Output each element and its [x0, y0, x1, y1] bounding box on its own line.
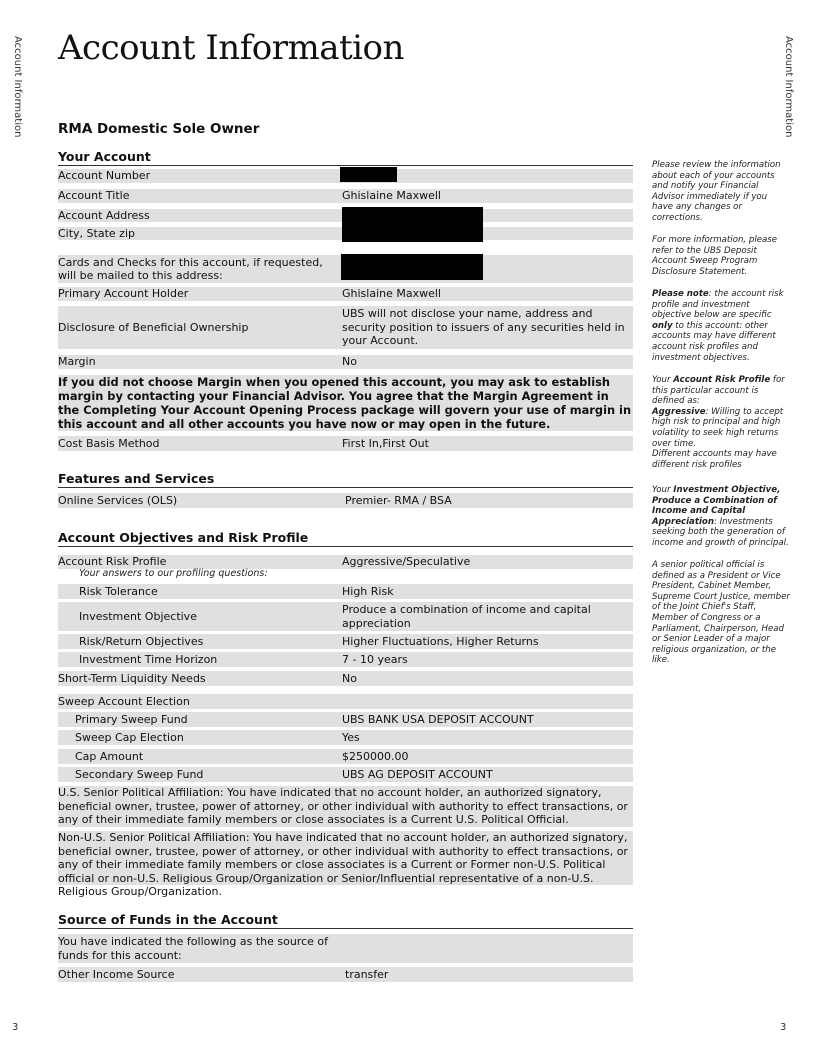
sweep-cap-label: Sweep Cap Election	[75, 730, 184, 744]
us-political-affiliation: U.S. Senior Political Affiliation: You have indicated that no account holder, an authorized signatory, beneficial owner, trustee, power of attorney, or other individual with authority to effect transactions, or any of their immediate family members or close associates is a Current U.S. Political Official.	[58, 786, 633, 827]
account-type-subtitle: RMA Domestic Sole Owner	[58, 121, 260, 137]
sidebar-political-definition	[652, 560, 790, 666]
page-title: Account Information	[58, 28, 404, 68]
source-intro-text: You have indicated the following as the source of funds for this account:	[58, 935, 328, 962]
profiling-note: Your answers to our profiling questions:	[79, 568, 268, 579]
primary-holder-label: Primary Account Holder	[58, 287, 189, 301]
disclosure-value: UBS will not disclose your name, address and security position to issuers of any securities held in your Account.	[342, 307, 625, 348]
risk-profile-row	[58, 555, 633, 569]
secondary-sweep-label: Secondary Sweep Fund	[75, 767, 204, 781]
primary-holder-value: Ghislaine Maxwell	[342, 287, 441, 301]
ols-value: Premier- RMA / BSA	[345, 493, 452, 507]
review-note-text: Please review the information about each of your accounts and notify your Financial Advisor immediately if you have any changes or corrections.	[652, 160, 781, 223]
risk-return-value: Higher Fluctuations, Higher Returns	[342, 634, 539, 648]
please-note-label: Please note	[652, 289, 709, 299]
sidebar-risk-profile	[652, 375, 790, 470]
ols-label: Online Services (OLS)	[58, 493, 178, 507]
side-label-right: Account Information	[783, 36, 794, 138]
sidebar-more-info	[652, 235, 790, 277]
risk-profile-value: Aggressive/Speculative	[342, 555, 471, 569]
liquidity-value: No	[342, 671, 357, 685]
primary-sweep-value: UBS BANK USA DEPOSIT ACCOUNT	[342, 712, 534, 726]
page-number-left: 3	[12, 1022, 19, 1033]
cost-basis-value: First In,First Out	[342, 436, 429, 450]
account-title-value: Ghislaine Maxwell	[342, 189, 441, 203]
time-horizon-row	[58, 652, 633, 667]
other-income-label: Other Income Source	[58, 967, 175, 981]
please-note-only: only	[652, 320, 673, 331]
city-state-zip-label: City, State zip	[58, 226, 135, 240]
objective-value: Produce a Combination of Income and Capital Appreciation	[652, 495, 778, 527]
margin-value: No	[342, 355, 357, 369]
your-prefix-1: Your	[652, 375, 674, 385]
risk-return-row	[58, 634, 633, 649]
cards-checks-label: Cards and Checks for this account, if requested, will be mailed to this address:	[58, 255, 323, 282]
margin-row	[58, 355, 633, 369]
different-profiles-text: Different accounts may have different risk profiles	[652, 449, 777, 470]
disclosure-label: Disclosure of Beneficial Ownership	[58, 320, 249, 334]
risk-tolerance-label: Risk Tolerance	[79, 584, 158, 598]
secondary-sweep-row	[58, 767, 633, 782]
objective-separator: ,	[777, 485, 781, 495]
objective-text: : Investments seeking both the generation of income and growth of principal.	[652, 516, 789, 548]
risk-profile-text: for this particular account is defined as:	[652, 375, 785, 407]
investment-objective-value: Produce a combination of income and capital appreciation	[342, 603, 591, 630]
account-number-label: Account Number	[58, 169, 151, 183]
cost-basis-label: Cost Basis Method	[58, 436, 160, 450]
aggressive-text: : Willing to accept high risk to principal and high volatility to seek high returns over time.	[652, 406, 784, 449]
cap-amount-row	[58, 749, 633, 764]
source-of-funds-heading: Source of Funds in the Account	[58, 912, 633, 929]
ols-row	[58, 493, 633, 508]
your-prefix-2: Your	[652, 485, 674, 495]
sidebar-review-note	[652, 160, 790, 224]
objectives-heading: Account Objectives and Risk Profile	[58, 530, 633, 547]
source-intro-row	[58, 934, 633, 963]
features-heading: Features and Services	[58, 471, 633, 488]
liquidity-row	[58, 671, 633, 686]
other-income-value: transfer	[345, 967, 389, 981]
cap-amount-label: Cap Amount	[75, 749, 144, 763]
risk-tolerance-value: High Risk	[342, 584, 394, 598]
redacted-address	[342, 207, 483, 242]
your-account-heading: Your Account	[58, 149, 633, 166]
primary-sweep-row	[58, 712, 633, 727]
side-label-left: Account Information	[12, 36, 23, 138]
sweep-cap-value: Yes	[342, 730, 360, 744]
political-definition-text: A senior political official is defined as a President or Vice President, Cabinet Member, Supreme Court Justice, member of the Joint Chief's Staff, Member of Congress or a Parliament, Chairperson, Head or Senior Leader of a major religious organization, or the like.	[652, 560, 790, 666]
cost-basis-row	[58, 436, 633, 451]
time-horizon-label: Investment Time Horizon	[79, 652, 218, 666]
more-info-text: For more information, please refer to the UBS Deposit Account Sweep Program Disclosure Statement.	[652, 235, 778, 277]
account-address-label: Account Address	[58, 208, 150, 222]
margin-label: Margin	[58, 355, 96, 369]
margin-note: If you did not choose Margin when you opened this account, you may ask to establish margin by contacting your Financial Advisor. You agree that the Margin Agreement in the Completing Your Account Opening Process package will govern your use of margin in this account and all other accounts you have now or may open in the future.	[58, 375, 632, 431]
sidebar-investment-objective	[652, 485, 790, 549]
aggressive-term: Aggressive	[652, 406, 706, 417]
risk-tolerance-row	[58, 584, 633, 599]
redacted-account-number	[340, 167, 397, 182]
sweep-cap-row	[58, 730, 633, 745]
investment-objective-label: Investment Objective	[79, 609, 197, 623]
other-income-row	[58, 967, 633, 982]
liquidity-label: Short-Term Liquidity Needs	[58, 671, 206, 685]
disclosure-row	[58, 306, 633, 349]
primary-sweep-label: Primary Sweep Fund	[75, 712, 188, 726]
please-note-text-2: to this account: other accounts may have different account risk profiles and investment objectives.	[652, 320, 776, 363]
risk-profile-term: Account Risk Profile	[673, 375, 771, 385]
primary-holder-row	[58, 287, 633, 301]
account-title-label: Account Title	[58, 189, 130, 203]
investment-objective-row	[58, 602, 633, 631]
sweep-election-label: Sweep Account Election	[58, 694, 190, 708]
secondary-sweep-value: UBS AG DEPOSIT ACCOUNT	[342, 767, 493, 781]
page-number-right: 3	[780, 1022, 787, 1033]
account-title-row	[58, 189, 633, 203]
sidebar-please-note	[652, 289, 790, 363]
cap-amount-value: $250000.00	[342, 749, 409, 763]
risk-profile-label: Account Risk Profile	[58, 555, 167, 569]
risk-return-label: Risk/Return Objectives	[79, 634, 204, 648]
sweep-election-row	[58, 694, 633, 709]
please-note-text-1: : the account risk profile and investment objective below are specific	[652, 289, 784, 321]
time-horizon-value: 7 - 10 years	[342, 652, 408, 666]
non-us-political-affiliation: Non-U.S. Senior Political Affiliation: You have indicated that no account holder, an authorized signatory, beneficial owner, trustee, power of attorney, or other individual with authority to effect transactions, or any of their immediate family members or close associates is a Current or Former non-U.S. Political official or non-U.S. Religious Group/Organization or Senior/Influential representative of a non-U.S. Religious Group/Organization.	[58, 831, 633, 885]
objective-term: Investment Objective	[673, 485, 778, 495]
redacted-mailing-address	[341, 254, 483, 280]
